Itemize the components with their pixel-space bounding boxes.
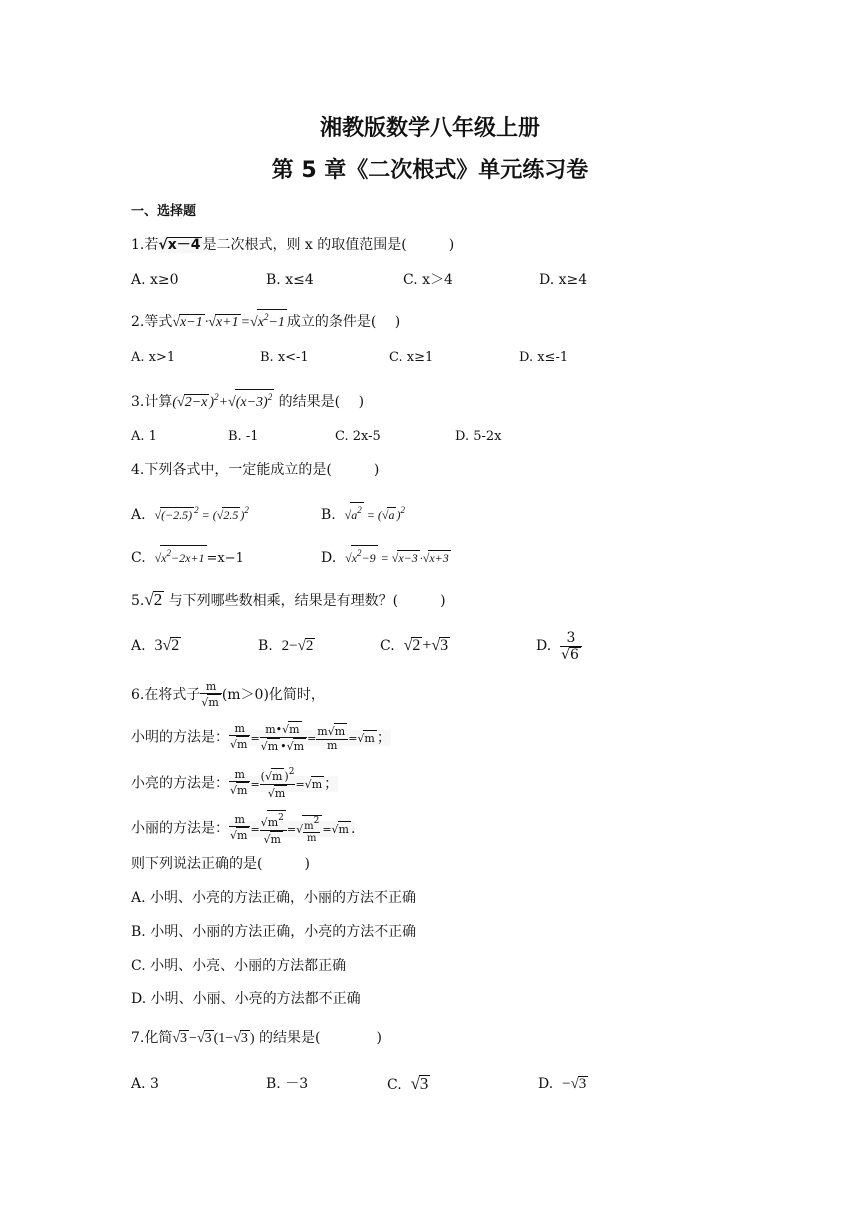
q4-d-label: D. xyxy=(321,550,337,566)
q5-option-a xyxy=(131,636,181,656)
sqrt-icon: √ xyxy=(263,833,271,846)
q7-pre: 7.化简 xyxy=(131,1030,173,1046)
q6-den xyxy=(200,694,221,710)
q7-expression xyxy=(172,1031,254,1046)
q3-option-b: B. -1 xyxy=(228,429,259,444)
q6-xm-f2nr: m xyxy=(289,723,300,736)
q6-xl-f2n2: ) xyxy=(284,770,289,783)
q4-c-r1-base: x xyxy=(161,551,167,565)
sqrt-icon: √ xyxy=(267,787,275,800)
sqrt-icon: √ xyxy=(162,637,172,654)
q6-fraction xyxy=(200,681,221,710)
q4-a-eq: = ( xyxy=(201,508,217,522)
q6-xli-eq3: = xyxy=(322,822,332,836)
q6-xli-f1n: m xyxy=(229,814,250,827)
q6-xl-eq2: = xyxy=(295,777,305,791)
q4-c-tail: =x−1 xyxy=(206,551,244,566)
q4-d-r2: x−3 xyxy=(398,551,418,565)
question-7 xyxy=(131,1028,382,1049)
question-1 xyxy=(131,235,454,255)
q5-option-c xyxy=(380,636,450,656)
sqrt-icon: √ xyxy=(264,770,272,783)
q6-pre: 6.在将式子 xyxy=(131,687,201,703)
q4-b-exp: 2 xyxy=(357,505,362,515)
q6-xl-eq1: = xyxy=(250,777,260,791)
q5-b-label: B. xyxy=(258,638,273,654)
sqrt-icon: √ xyxy=(154,508,162,522)
q5-d-den-r: 6 xyxy=(570,646,579,663)
q6-post: (m＞0)化简时， xyxy=(221,687,325,703)
q5-c-label: C. xyxy=(380,638,395,654)
q5-option-d xyxy=(536,628,582,664)
q6-xm-expression xyxy=(229,722,391,753)
q3-r2-base: (x−3) xyxy=(235,395,268,410)
q4-c-exp: 2 xyxy=(166,548,171,558)
q5-d-fraction xyxy=(560,630,582,663)
q3-option-c: C. 2x-5 xyxy=(335,429,381,444)
q6-xm-f1d: m xyxy=(237,738,248,751)
q5-c-r2: 3 xyxy=(440,637,449,654)
q4-a-r2: 2.5 xyxy=(223,508,239,522)
q6-xli-r: m xyxy=(338,822,349,836)
q4-a-expression xyxy=(154,505,249,522)
q4-b-expression xyxy=(344,505,405,522)
q7-paren1: (1− xyxy=(213,1031,234,1046)
q6-xl-f1n: m xyxy=(229,769,250,782)
sqrt-icon: √ xyxy=(297,638,306,654)
q2-option-c: C. x≥1 xyxy=(389,350,434,365)
question-6 xyxy=(131,680,325,710)
q1-post: 是二次根式，则 x 的取值范围是( ) xyxy=(202,237,455,253)
sqrt-icon: √ xyxy=(233,1031,241,1046)
q3-exp2: 2 xyxy=(267,392,273,402)
sqrt-icon: √ xyxy=(403,637,413,654)
q7-r1: 3 xyxy=(180,1031,188,1046)
question-4: 4.下列各式中，一定能成立的是( ) xyxy=(131,462,380,478)
q5-c-r1: 2 xyxy=(412,637,421,654)
q2-option-b: B. x<-1 xyxy=(260,350,309,365)
q6-xm-f1 xyxy=(229,723,250,752)
q6-xl-f2 xyxy=(260,766,296,801)
q6-xm-r: m xyxy=(364,731,375,745)
q6-option-c: C. 小明、小亮、小丽的方法都正确 xyxy=(131,958,347,974)
q5-d-den xyxy=(560,647,582,663)
q6-xli-eq2: = xyxy=(286,822,297,836)
sqrt-icon: √ xyxy=(331,822,339,836)
q6-xl-expression xyxy=(229,767,339,800)
q6-xl-f2nr: m xyxy=(271,770,283,783)
q2-r1: x−1 xyxy=(180,315,203,330)
q6-option-d: D. 小明、小丽、小亮的方法都不正确 xyxy=(131,991,361,1007)
q4-b-r1-base: a xyxy=(351,508,358,522)
q7-c-label: C. xyxy=(387,1077,402,1093)
q1-option-a: A. x≥0 xyxy=(131,272,179,288)
q5-r0: 2 xyxy=(153,590,163,609)
sqrt-icon: √ xyxy=(230,829,238,842)
q6-question: 则下列说法正确的是( ) xyxy=(131,856,310,872)
q7-d-r: 3 xyxy=(578,1076,587,1092)
q5-a-r: 2 xyxy=(171,637,180,654)
q6-xl-f1d: m xyxy=(237,784,248,797)
q5-c-expression xyxy=(404,637,451,654)
sqrt-icon: √ xyxy=(158,237,168,253)
q7-minus: − xyxy=(189,1031,197,1046)
q6-xm-eq2: = xyxy=(307,731,317,745)
page-title: 湘教版数学八年级上册 xyxy=(319,116,540,141)
q6-xli-f1d: m xyxy=(237,829,248,842)
q7-r3: 3 xyxy=(240,1031,248,1046)
q5-post: 与下列哪些数相乘，结果是有理数？( ) xyxy=(168,593,446,609)
q4-d-r1-base: x xyxy=(351,551,358,565)
q1-radical xyxy=(158,237,202,253)
q1-pre: 1.若 xyxy=(131,237,159,253)
q6-xli-label: 小丽的方法是： xyxy=(131,820,229,837)
q6-xm-f3d: m xyxy=(327,739,338,752)
q7-post: 的结果是( ) xyxy=(259,1030,382,1046)
sqrt-icon: √ xyxy=(230,738,238,751)
sqrt-icon: √ xyxy=(230,784,238,797)
q6-xli-eq1: = xyxy=(250,822,260,836)
sqrt-icon: √ xyxy=(431,637,441,654)
q2-dot: · xyxy=(204,315,209,330)
q4-d-expression xyxy=(345,548,451,565)
q6-xl-r: m xyxy=(311,777,323,791)
q3-option-d: D. 5-2x xyxy=(455,429,502,444)
sqrt-icon: √ xyxy=(201,695,209,709)
q4-option-a xyxy=(131,500,249,525)
sqrt-icon: √ xyxy=(172,315,181,330)
q5-b-expression xyxy=(282,638,316,654)
page-subtitle: 第 5 章《二次根式》单元练习卷 xyxy=(271,158,589,183)
q6-xiaoming xyxy=(131,721,391,754)
q6-num: m xyxy=(200,681,221,694)
q2-r3-base: x xyxy=(257,315,264,330)
q6-xl-label: 小亮的方法是： xyxy=(131,775,229,792)
q2-post: 成立的条件是( ) xyxy=(286,314,401,330)
q6-xm-eq1: = xyxy=(250,731,260,745)
q5-d-label: D. xyxy=(536,638,552,654)
q6-xm-f2d1: m xyxy=(267,740,279,753)
sqrt-icon: √ xyxy=(327,725,335,738)
sqrt-icon: √ xyxy=(260,816,268,829)
q6-xl-tail: ； xyxy=(324,775,339,792)
q4-b-label: B. xyxy=(321,507,336,523)
q3-post: 的结果是( ) xyxy=(278,394,365,410)
q7-c-r: 3 xyxy=(419,1074,429,1093)
q7-d-neg: − xyxy=(562,1076,571,1092)
sqrt-icon: √ xyxy=(357,731,365,745)
sqrt-icon: √ xyxy=(286,740,294,753)
q6-xm-f2d2: m xyxy=(293,740,305,753)
q2-r2: x+1 xyxy=(215,315,239,330)
q6-xm-tail: ； xyxy=(376,729,391,746)
q1-option-d: D. x≥4 xyxy=(539,272,588,288)
q5-b-r: 2 xyxy=(305,638,314,654)
q6-xm-eq3: = xyxy=(348,731,358,745)
q6-xiaoli xyxy=(131,810,355,847)
q4-c-expression xyxy=(154,548,207,565)
q4-a-label: A. xyxy=(131,507,146,523)
q4-c-r1 xyxy=(160,545,206,566)
q2-expression xyxy=(172,312,287,330)
q4-b-r2: a xyxy=(388,508,395,522)
q5-a-expression xyxy=(154,637,181,654)
q6-xli-tail: . xyxy=(350,820,356,837)
sqrt-icon: √ xyxy=(344,508,352,522)
q3-paren-close: ) xyxy=(209,395,215,410)
q3-exp1: 2 xyxy=(214,392,219,402)
q6-xm-f3n: m xyxy=(317,725,328,738)
q7-d-expression xyxy=(562,1076,588,1092)
q6-xm-f2 xyxy=(260,721,307,754)
q3-r1: 2−x xyxy=(184,395,208,410)
q2-pre: 2.等式 xyxy=(131,314,173,330)
q4-b-r1 xyxy=(350,502,364,523)
question-5: 5.√2 与下列哪些数相乘，结果是有理数？( ) xyxy=(131,590,446,609)
q7-paren2: ) xyxy=(249,1031,255,1046)
q6-xm-f1n: m xyxy=(229,723,250,736)
q2-eq: = xyxy=(240,315,251,330)
q6-den-r: m xyxy=(208,695,219,709)
q7-c-expression xyxy=(411,1074,431,1093)
q5-d-num: 3 xyxy=(560,630,582,647)
sqrt-icon: √ xyxy=(208,315,216,330)
q1-option-c: C. x＞4 xyxy=(403,272,453,288)
q4-d-exp: 2 xyxy=(357,548,362,558)
q7-option-c xyxy=(387,1074,430,1095)
q6-xiaoliang xyxy=(131,766,338,801)
sqrt-icon: √ xyxy=(196,1031,205,1046)
q6-xm-f2dot: • xyxy=(280,740,287,753)
q7-r2: 3 xyxy=(204,1031,212,1046)
q3-expression xyxy=(172,392,274,410)
q6-xli-f3 xyxy=(303,816,320,844)
q6-xm-label: 小明的方法是： xyxy=(131,729,229,746)
q5-b-coef: 2− xyxy=(281,638,298,654)
sqrt-icon: √ xyxy=(177,395,185,410)
q6-option-a: A. 小明、小亮的方法正确，小丽的方法不正确 xyxy=(131,890,417,906)
q3-plus: + xyxy=(218,395,229,410)
q4-b-eq: = ( xyxy=(366,508,382,522)
q5-radical xyxy=(144,590,164,609)
q6-xli-exp: 2 xyxy=(278,813,284,823)
q6-xli-f2d: m xyxy=(270,833,281,846)
q6-option-b: B. 小明、小丽的方法正确，小亮的方法不正确 xyxy=(131,924,417,940)
sqrt-icon: √ xyxy=(154,551,162,565)
sqrt-icon: √ xyxy=(391,551,399,565)
q6-xli-f3d: m xyxy=(306,832,317,844)
q3-paren-open: ( xyxy=(172,395,178,410)
q6-xl-exp: 2 xyxy=(288,767,295,777)
q4-d-rest: −9 xyxy=(361,551,376,565)
q4-a-exp: 2 xyxy=(194,505,199,515)
q6-xli-expression xyxy=(229,813,356,846)
q4-d-eq: = xyxy=(380,551,389,565)
q2-r3 xyxy=(257,309,287,330)
q4-b-tail: ) xyxy=(396,508,401,522)
sqrt-icon: √ xyxy=(296,822,304,836)
q1-option-b: B. x≤4 xyxy=(266,272,314,288)
q5-c-plus: + xyxy=(422,637,432,654)
sqrt-icon: √ xyxy=(410,1074,420,1093)
q6-xl-f2n1: ( xyxy=(260,770,265,783)
sqrt-icon: √ xyxy=(172,1031,181,1046)
q6-xm-f3 xyxy=(316,723,348,752)
q2-option-d: D. x≤-1 xyxy=(519,350,569,365)
sqrt-icon: √ xyxy=(381,508,389,522)
sqrt-icon: √ xyxy=(282,723,290,736)
q6-xli-exp2: 2 xyxy=(313,815,320,826)
q6-xli-f2 xyxy=(260,810,287,847)
q6-xli-f2n: m xyxy=(267,816,279,829)
q4-d-r3: x+3 xyxy=(429,551,449,565)
q1-radicand: x－4 xyxy=(167,237,201,253)
q6-xl-f2d: m xyxy=(274,787,286,800)
q3-r2 xyxy=(235,389,275,410)
q4-option-d xyxy=(321,545,451,568)
q4-a-exp2: 2 xyxy=(244,505,249,515)
sqrt-icon: √ xyxy=(216,508,224,522)
q6-xl-f1 xyxy=(229,769,250,798)
q3-option-a: A. 1 xyxy=(131,429,157,444)
section-heading: 一、选择题 xyxy=(131,204,197,219)
sqrt-icon: √ xyxy=(228,395,236,410)
sqrt-icon: √ xyxy=(561,646,571,663)
question-2 xyxy=(131,309,400,333)
q4-a-r1: (−2.5) xyxy=(161,508,193,522)
q4-d-dot: · xyxy=(419,551,423,565)
q6-xli-f3n: m xyxy=(304,820,314,832)
question-3 xyxy=(131,387,364,413)
sqrt-icon: √ xyxy=(345,551,352,565)
q7-option-a: A. 3 xyxy=(131,1076,159,1092)
q4-b-exp2: 2 xyxy=(400,505,405,515)
q6-xm-f3nr: m xyxy=(334,725,346,738)
q4-option-b xyxy=(321,500,405,525)
q2-r3-tail: −1 xyxy=(268,315,285,330)
sqrt-icon: √ xyxy=(260,740,268,753)
q4-c-label: C. xyxy=(131,550,146,566)
q5-a-label: A. xyxy=(131,638,146,654)
q7-option-b: B. －3 xyxy=(266,1076,309,1092)
q2-option-a: A. x>1 xyxy=(131,350,176,365)
q5-a-coef: 3 xyxy=(154,637,163,654)
sqrt-icon: √ xyxy=(304,777,312,791)
sqrt-icon: √ xyxy=(250,315,258,330)
sqrt-icon: √ xyxy=(422,551,430,565)
q3-pre: 3.计算 xyxy=(131,394,173,410)
sqrt-icon: √ xyxy=(144,590,154,609)
q4-a-tail: ) xyxy=(240,508,245,522)
q6-xli-f1 xyxy=(229,814,250,843)
q5-option-b xyxy=(258,636,315,656)
q4-d-r1 xyxy=(351,545,378,566)
q6-xm-f2n: m• xyxy=(265,723,283,736)
q4-c-rest: −2x+1 xyxy=(171,551,205,565)
q2-r3-exp: 2 xyxy=(263,312,269,322)
sqrt-icon: √ xyxy=(570,1076,579,1092)
q4-option-c xyxy=(131,545,244,569)
q7-d-label: D. xyxy=(538,1076,554,1092)
q7-option-d xyxy=(538,1074,588,1094)
